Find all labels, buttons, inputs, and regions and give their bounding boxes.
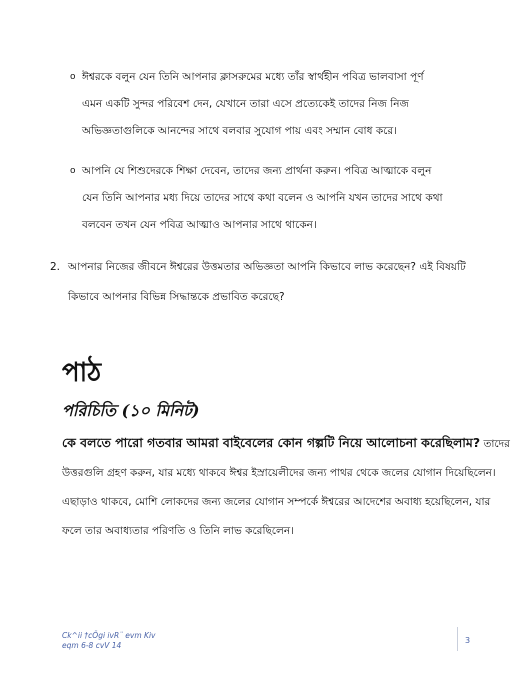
bullet-marker: o xyxy=(70,166,76,176)
numbered-item xyxy=(50,252,500,312)
bullet-line: অভিজ্ঞতাগুলিকে আনন্দের সাথে বলবার সুযোগ পায় এবং সম্মান বোধ করে। xyxy=(82,125,397,137)
paragraph-line xyxy=(62,428,510,459)
paragraph-line: উত্তরগুলি গ্রহণ করুন, যার মধ্যে থাকবে ঈশ্বর ইস্রায়েলীদের জন্য পাথর থেকে জলের যোগান দিয়েছিলেন। xyxy=(62,467,496,479)
bullet-line: ঈশ্বরকে বলুন যেন তিনি আপনার ক্লাসরুমের মধ্যে তাঁর স্বার্থহীন পবিত্র ভালবাসা পূর্ণ xyxy=(82,71,424,83)
bullet-marker: o xyxy=(70,72,76,82)
bullet-line: বলবেন তখন যেন পবিত্র আত্মাও আপনার সাথে থাকেন। xyxy=(82,219,317,231)
page-number: 3 xyxy=(465,636,471,645)
footer-divider xyxy=(457,627,458,651)
numbered-text: আপনার নিজের জীবনে ঈশ্বরের উত্তমতার অভিজ্ঞতা আপনি কিভাবে লাভ করেছেন? এই বিষয়টি xyxy=(68,261,466,273)
paragraph-text: তাদের xyxy=(480,438,510,450)
page-footer xyxy=(62,631,155,651)
intro-paragraph xyxy=(62,428,510,546)
footer-line: eqm 6-8 cvV 14 xyxy=(62,641,122,650)
footer-line: Ck^ii †cÖgi ivR¨ evm Kiv xyxy=(62,631,156,640)
bullet-item xyxy=(70,158,502,239)
item-number: 2. xyxy=(50,261,61,273)
section-heading: পাঠ xyxy=(62,358,102,388)
bullet-line: যেন তিনি আপনার মধ্য দিয়ে তাদের সাথে কথা বলেন ও আপনি যখন তাদের সাথে কথা xyxy=(82,192,443,204)
bullet-line: আপনি যে শিশুদেরকে শিক্ষা দেবেন, তাদের জন্য প্রার্থনা করুন। পবিত্র আত্মাকে বলুন xyxy=(82,165,432,177)
section-subheading: পরিচিতি (১০ মিনিট) xyxy=(62,401,200,420)
question-text: কে বলতে পারো গতবার আমরা বাইবেলের কোন গল্পটি নিয়ে আলোচনা করেছিলাম? xyxy=(62,435,481,450)
paragraph-line: এছাড়াও থাকবে, মোশি লোকদের জন্য জলের যোগান সম্পর্কে ঈশ্বরের আদেশের অবাধ্য হয়েছিলেন, যার xyxy=(62,496,491,508)
paragraph-line: ফলে তার অবাধ্যতার পরিণতি ও তিনি লাভ করেছিলেন। xyxy=(62,525,294,537)
bullet-line: এমন একটি সুন্দর পরিবেশ দেন, যেখানে তারা এসে প্রত্যেকেই তাদের নিজ নিজ xyxy=(82,98,409,110)
numbered-line xyxy=(50,252,500,282)
numbered-line: কিভাবে আপনার বিভিন্ন সিদ্ধান্তকে প্রভাবিত করেছে? xyxy=(68,291,285,303)
bullet-item xyxy=(70,64,502,145)
